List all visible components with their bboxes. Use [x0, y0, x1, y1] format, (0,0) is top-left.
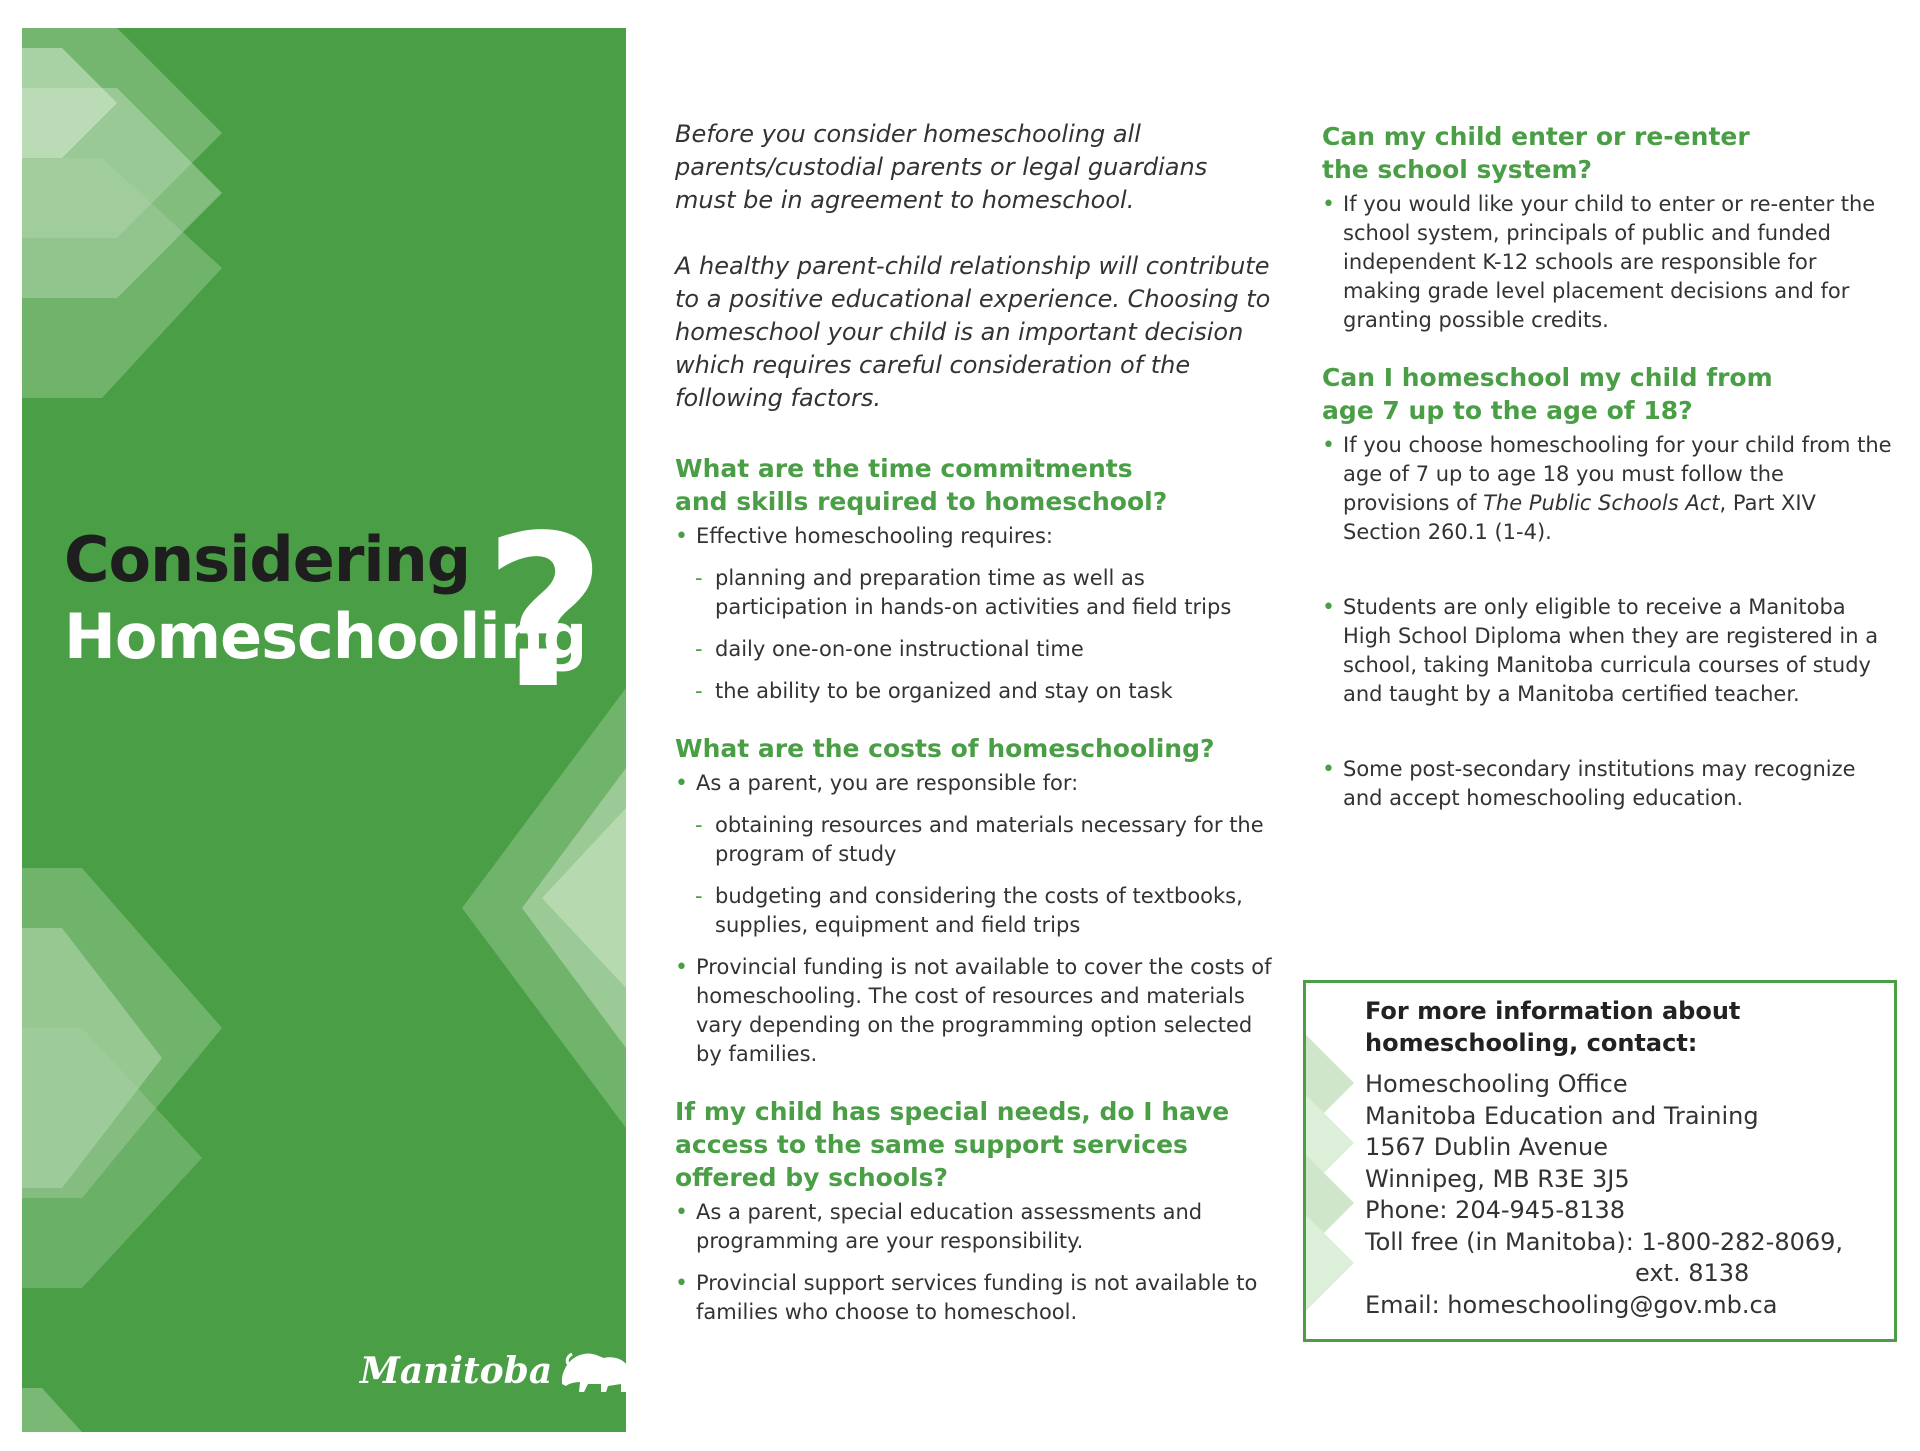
question-mark: ?	[484, 490, 606, 735]
age-section	[1322, 361, 1897, 813]
special-bullet: • Provincial support services funding is not available to families who choose to homeschool.	[675, 1269, 1275, 1327]
age-list	[1322, 431, 1897, 813]
costs-bullet: • Provincial funding is not available to cover the costs of homeschooling. The cost of resources and materials vary depending on the programming option selected by families.	[675, 953, 1275, 1069]
contact-ext: ext. 8138	[1635, 1259, 1750, 1287]
intro-paragraph-2: A healthy parent-child relationship will contribute to a positive educational experience. Choosing to homeschool your child is an important decision which requires careful consideration of the following factors.	[675, 252, 1271, 412]
special-list	[675, 1198, 1275, 1327]
age-heading-line1: Can I homeschool my child from	[1322, 363, 1773, 392]
time-subitem: - planning and preparation time as well as participation in hands-on activities and field trips	[675, 564, 1275, 622]
age-heading	[1322, 361, 1897, 427]
time-heading-line1: What are the time commitments	[675, 454, 1133, 483]
reenter-section	[1322, 120, 1897, 335]
age-heading-line2: age 7 up to the age of 18?	[1322, 396, 1693, 425]
time-bullet: • Effective homeschooling requires:	[675, 522, 1275, 551]
middle-column	[675, 118, 1275, 1327]
contact-heading-line1: For more information about	[1365, 997, 1741, 1025]
age-bullet: • Students are only eligible to receive a Manitoba High School Diploma when they are registered in a school, taking Manitoba curricula courses of study and taught by a Manitoba certified teacher.	[1322, 593, 1897, 709]
special-heading: If my child has special needs, do I have access to the same support services offered by schools?	[675, 1097, 1230, 1192]
contact-email[interactable]: Email: homeschooling@gov.mb.ca	[1365, 1290, 1778, 1319]
bison-icon	[558, 1348, 626, 1394]
time-commitments-section	[675, 452, 1275, 706]
costs-subitem: - obtaining resources and materials necessary for the program of study	[675, 811, 1275, 869]
cover-title-line2: Homeschooling	[64, 600, 587, 673]
time-list	[675, 522, 1275, 706]
contact-phone: Phone: 204-945-8138	[1365, 1196, 1626, 1224]
age-bullet-text: If you choose homeschooling for your child from the age of 7 up to age 18 you must follow the provisions of	[1343, 433, 1892, 515]
reenter-list	[1322, 190, 1897, 335]
reenter-heading	[1322, 120, 1897, 186]
age-bullet: • Some post-secondary institutions may recognize and accept homeschooling education.	[1322, 755, 1897, 813]
contact-heading-line2: homeschooling, contact:	[1365, 1029, 1698, 1057]
special-needs-section	[675, 1095, 1275, 1327]
contact-street: 1567 Dublin Avenue	[1365, 1133, 1608, 1161]
logo-wordmark: Manitoba	[360, 1350, 553, 1392]
cover-panel	[22, 28, 626, 1432]
contact-tollfree: Toll free (in Manitoba): 1-800-282-8069,	[1365, 1227, 1844, 1256]
costs-section	[675, 732, 1275, 1069]
reenter-heading-line2: the school system?	[1322, 155, 1593, 184]
costs-heading: What are the costs of homeschooling?	[675, 734, 1215, 763]
reenter-heading-line1: Can my child enter or re-enter	[1322, 122, 1750, 151]
act-title: The Public Schools Act	[1483, 491, 1720, 515]
contact-chevrons	[1306, 983, 1366, 1342]
intro-paragraph-1: Before you consider homeschooling all parents/custodial parents or legal guardians must be in agreement to homeschool.	[675, 120, 1208, 214]
cover-title-line1: Considering	[64, 523, 471, 596]
contact-details	[1365, 1069, 1843, 1321]
contact-office: Homeschooling Office	[1365, 1070, 1628, 1098]
contact-city: Winnipeg, MB R3E 3J5	[1365, 1164, 1630, 1193]
costs-subitem: - budgeting and considering the costs of textbooks, supplies, equipment and field trips	[675, 882, 1275, 940]
age-bullet	[1322, 431, 1897, 547]
time-heading-line2: and skills required to homeschool?	[675, 487, 1168, 516]
special-bullet: • As a parent, special education assessments and programming are your responsibility.	[675, 1198, 1275, 1256]
costs-list	[675, 769, 1275, 1069]
time-subitem: - the ability to be organized and stay on task	[675, 677, 1275, 706]
contact-heading	[1365, 995, 1740, 1059]
age-bullet-text: , Part XIV Section 260.1 (1-4).	[1343, 491, 1816, 544]
manitoba-logo	[360, 1348, 626, 1394]
reenter-bullet: • If you would like your child to enter or re-enter the school system, principals of public and funded independent K-12 schools are responsible for making grade level placement decisions and for granting possible credits.	[1322, 190, 1897, 335]
right-column	[1322, 120, 1897, 813]
contact-box	[1303, 980, 1897, 1342]
time-subitem: - daily one-on-one instructional time	[675, 635, 1275, 664]
contact-department: Manitoba Education and Training	[1365, 1101, 1759, 1130]
time-heading	[675, 452, 1275, 518]
costs-bullet: • As a parent, you are responsible for:	[675, 769, 1275, 798]
